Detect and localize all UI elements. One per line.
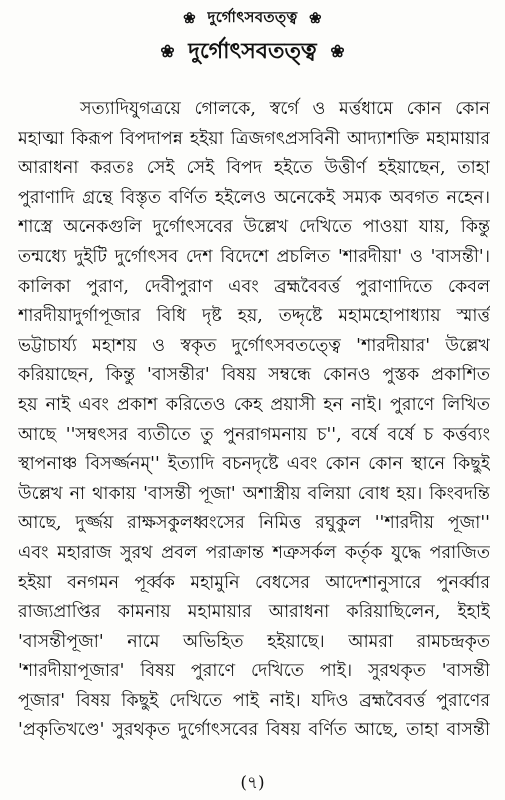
- text-line: পূজার' বিষয় কিছুই দেখিতে পাই নাই। যদিও ব্রহ্মবৈবর্ত্ত পুরাণের: [18, 690, 490, 711]
- text-line: তন্মধ্যে দুইটি দুর্গোৎসব দেশ বিদেশে প্রচলিত 'শারদীয়া' ও 'বাসন্তী'।: [18, 246, 490, 267]
- text-line: সত্যাদিযুগত্রয়ে গোলকে, স্বর্গে ও মর্ত্তধামে কোন কোন: [80, 99, 490, 119]
- chapter-title: [0, 34, 505, 71]
- text-line: হইয়া বনগমন পূর্ব্বক মহামুনি বেধসের আদেশানুসারে পুনর্ব্বার: [18, 572, 490, 593]
- text-line: আছে ''সম্বৎসর ব্যতীতে তু পুনরাগমনায় চ'', বর্ষে বর্ষে চ কর্ত্তব্যং: [18, 424, 490, 445]
- text-line: রাজ্যপ্রাপ্তির কামনায় মহামায়ার আরাধনা করিয়াছিলেন, ইহাই: [18, 602, 490, 623]
- running-head-text: দুর্গোৎসবতত্ত্ব: [207, 8, 298, 26]
- flower-ornament-icon: ❀: [309, 9, 322, 27]
- page-number: (৭): [240, 773, 265, 793]
- text-line: আরাধনা করতঃ সেই সেই বিপদ হইতে উত্তীর্ণ হইয়াছেন, তাহা: [18, 158, 490, 179]
- text-line: উল্লেখ না থাকায় 'বাসন্তী পূজা' অশাস্ত্রীয় বলিয়া বোধ হয়। কিংবদন্তি: [18, 483, 490, 504]
- text-line: পুরাণাদি গ্রন্থে বিস্তৃত বর্ণিত হইলেও অনেকেই সম্যক অবগত নহেন।: [18, 187, 490, 208]
- text-line: স্থাপনাঞ্চ বিসর্জ্জনম্'' ইত্যাদি বচনদৃষ্টে এবং কোন কোন স্থানে কিছুই: [18, 454, 490, 475]
- flower-ornament-icon: ❀: [160, 42, 175, 62]
- text-line: হয় নাই এবং প্রকাশ করিতেও কেহ প্রয়াসী হন নাই। পুরাণে লিখিত: [18, 394, 490, 415]
- flower-ornament-icon: ❀: [183, 9, 196, 27]
- chapter-title-text: দুর্গোৎসবতত্ত্ব: [188, 38, 317, 64]
- text-line: 'বাসন্তীপূজা' নামে অভিহিত হইয়াছে। আমরা রামচন্দ্রকৃত: [18, 631, 490, 652]
- text-line: কালিকা পুরাণ, দেবীপুরাণ এবং ব্রহ্মবৈবর্ত্ত পুরাণাদিতে কেবল: [18, 276, 490, 297]
- text-line: 'প্রকৃতিখণ্ডে' সুরথকৃত দুর্গোৎসবের বিষয় বর্ণিত আছে, তাহা বাসন্তী: [18, 720, 490, 741]
- text-line: শারদীয়াদুর্গাপূজার বিধি দৃষ্ট হয়, তদ্দৃষ্টে মহামহোপাধ্যায় স্মার্ত্ত: [18, 306, 490, 327]
- text-line: করিয়াছেন, কিন্তু 'বাসন্তীর' বিষয় সম্বন্ধে কোনও পুস্তক প্রকাশিত: [18, 365, 490, 386]
- text-line: ভট্টাচার্য্য মহাশয় ও স্বকৃত দুর্গোৎসবতত্ত্বে 'শারদীয়ার' উল্লেখ: [18, 335, 490, 356]
- running-head: [0, 6, 505, 31]
- text-line: এবং মহারাজ সুরথ প্রবল পরাক্রান্ত শত্রুসর্কল কর্তৃক যুদ্ধে পরাজিত: [18, 542, 490, 563]
- body-paragraph: [18, 95, 490, 746]
- text-line: মহাত্মা কিরূপ বিপদাপন্ন হইয়া ত্রিজগৎপ্রসবিনী আদ্যাশক্তি মহামায়ার: [18, 128, 490, 149]
- text-line: 'শারদীয়াপূজার' বিষয় পুরাণে দেখিতে পাই। সুরথকৃত 'বাসন্তী: [18, 661, 490, 682]
- flower-ornament-icon: ❀: [330, 42, 345, 62]
- text-line: শাস্ত্রে অনেকগুলি দুর্গোৎসবের উল্লেখ দেখিতে পাওয়া যায়, কিন্তু: [18, 217, 490, 238]
- text-line: আছে, দুর্জ্জয় রাক্ষসকুলধ্বংসের নিমিত্ত রঘুকুল ''শারদীয় পূজা'': [18, 513, 490, 534]
